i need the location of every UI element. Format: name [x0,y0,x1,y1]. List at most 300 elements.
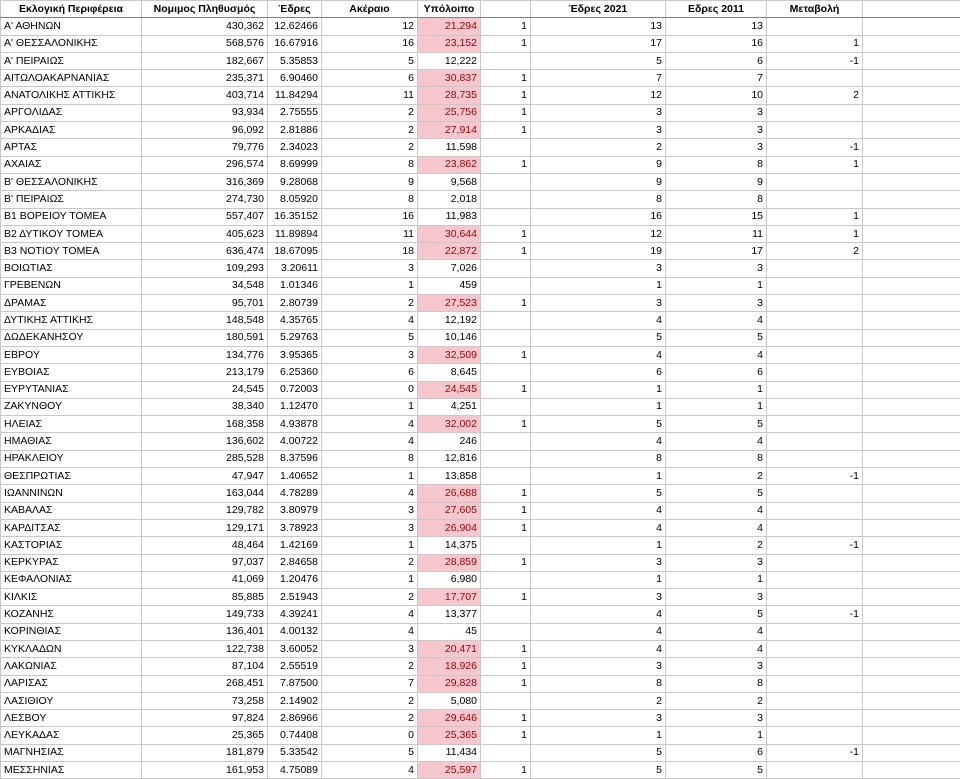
blank-cell[interactable] [863,364,960,381]
blank-cell[interactable] [863,398,960,415]
integer-cell[interactable]: 5 [322,329,418,346]
seats-cell[interactable]: 6.90460 [268,70,322,87]
seats-2021-cell[interactable]: 4 [531,312,666,329]
region-cell[interactable]: ΚΥΚΛΑΔΩΝ [1,640,142,657]
seats-2011-cell[interactable]: 8 [666,450,767,467]
remainder-cell[interactable]: 22,872 [418,243,481,260]
blank-cell[interactable] [863,208,960,225]
seats-2011-cell[interactable]: 10 [666,87,767,104]
extra-seat-cell[interactable]: 1 [481,295,531,312]
seats-2011-cell[interactable]: 3 [666,104,767,121]
extra-seat-cell[interactable]: 1 [481,658,531,675]
blank-cell[interactable] [863,381,960,398]
region-cell[interactable]: ΜΕΣΣΗΝΙΑΣ [1,762,142,779]
remainder-cell[interactable]: 6,980 [418,571,481,588]
blank-cell[interactable] [863,295,960,312]
seats-2011-cell[interactable]: 4 [666,502,767,519]
change-cell[interactable] [767,70,863,87]
population-cell[interactable]: 129,171 [142,519,268,536]
remainder-cell[interactable]: 17,707 [418,589,481,606]
seats-cell[interactable]: 4.00132 [268,623,322,640]
seats-cell[interactable]: 3.60052 [268,640,322,657]
extra-seat-cell[interactable] [481,260,531,277]
remainder-cell[interactable]: 5,080 [418,692,481,709]
extra-seat-cell[interactable] [481,744,531,761]
change-cell[interactable] [767,450,863,467]
region-cell[interactable]: ΚΙΛΚΙΣ [1,589,142,606]
integer-cell[interactable]: 4 [322,416,418,433]
change-cell[interactable]: 1 [767,156,863,173]
remainder-cell[interactable]: 29,828 [418,675,481,692]
remainder-cell[interactable]: 25,597 [418,762,481,779]
remainder-cell[interactable]: 7,026 [418,260,481,277]
seats-cell[interactable]: 2.14902 [268,692,322,709]
integer-cell[interactable]: 4 [322,312,418,329]
seats-2011-cell[interactable]: 6 [666,52,767,69]
extra-seat-cell[interactable] [481,173,531,190]
region-cell[interactable]: ΑΧΑΙΑΣ [1,156,142,173]
extra-seat-cell[interactable]: 1 [481,710,531,727]
integer-cell[interactable]: 3 [322,640,418,657]
seats-2011-cell[interactable]: 9 [666,173,767,190]
seats-2021-cell[interactable]: 4 [531,623,666,640]
seats-cell[interactable]: 5.33542 [268,744,322,761]
integer-cell[interactable]: 16 [322,35,418,52]
change-cell[interactable]: -1 [767,468,863,485]
seats-2021-cell[interactable]: 1 [531,468,666,485]
seats-2021-cell[interactable]: 5 [531,416,666,433]
seats-2011-cell[interactable]: 5 [666,762,767,779]
region-cell[interactable]: Β3 ΝΟΤΙΟΥ ΤΟΜΕΑ [1,243,142,260]
change-cell[interactable]: 1 [767,225,863,242]
seats-cell[interactable]: 16.67916 [268,35,322,52]
seats-2011-cell[interactable]: 1 [666,571,767,588]
change-cell[interactable]: -1 [767,52,863,69]
seats-2011-cell[interactable]: 2 [666,537,767,554]
header-region[interactable]: Εκλογική Περιφέρεια [1,1,142,18]
region-cell[interactable]: ΔΩΔΕΚΑΝΗΣΟΥ [1,329,142,346]
remainder-cell[interactable]: 24,545 [418,381,481,398]
region-cell[interactable]: ΛΕΥΚΑΔΑΣ [1,727,142,744]
change-cell[interactable] [767,329,863,346]
integer-cell[interactable]: 2 [322,104,418,121]
seats-cell[interactable]: 1.12470 [268,398,322,415]
blank-cell[interactable] [863,502,960,519]
seats-2021-cell[interactable]: 4 [531,433,666,450]
population-cell[interactable]: 180,591 [142,329,268,346]
population-cell[interactable]: 41,069 [142,571,268,588]
region-cell[interactable]: Β1 ΒΟΡΕΙΟΥ ΤΟΜΕΑ [1,208,142,225]
blank-cell[interactable] [863,675,960,692]
seats-cell[interactable]: 4.93878 [268,416,322,433]
extra-seat-cell[interactable]: 1 [481,762,531,779]
change-cell[interactable] [767,485,863,502]
remainder-cell[interactable]: 11,983 [418,208,481,225]
seats-cell[interactable]: 3.80979 [268,502,322,519]
population-cell[interactable]: 235,371 [142,70,268,87]
seats-2021-cell[interactable]: 4 [531,519,666,536]
seats-2011-cell[interactable]: 8 [666,156,767,173]
seats-2011-cell[interactable]: 6 [666,364,767,381]
integer-cell[interactable]: 5 [322,744,418,761]
seats-2011-cell[interactable]: 17 [666,243,767,260]
remainder-cell[interactable]: 11,434 [418,744,481,761]
integer-cell[interactable]: 11 [322,225,418,242]
integer-cell[interactable]: 8 [322,191,418,208]
change-cell[interactable]: 2 [767,243,863,260]
extra-seat-cell[interactable] [481,191,531,208]
seats-2021-cell[interactable]: 13 [531,18,666,35]
remainder-cell[interactable]: 25,365 [418,727,481,744]
integer-cell[interactable]: 2 [322,295,418,312]
seats-2021-cell[interactable]: 1 [531,277,666,294]
remainder-cell[interactable]: 12,222 [418,52,481,69]
seats-2011-cell[interactable]: 3 [666,260,767,277]
seats-2021-cell[interactable]: 5 [531,744,666,761]
remainder-cell[interactable]: 27,914 [418,122,481,139]
population-cell[interactable]: 296,574 [142,156,268,173]
header-seats[interactable]: Έδρες [268,1,322,18]
seats-cell[interactable]: 9.28068 [268,173,322,190]
seats-cell[interactable]: 4.39241 [268,606,322,623]
seats-2021-cell[interactable]: 6 [531,364,666,381]
extra-seat-cell[interactable] [481,692,531,709]
remainder-cell[interactable]: 4,251 [418,398,481,415]
extra-seat-cell[interactable] [481,208,531,225]
blank-cell[interactable] [863,485,960,502]
extra-seat-cell[interactable] [481,52,531,69]
change-cell[interactable] [767,277,863,294]
seats-2021-cell[interactable]: 8 [531,675,666,692]
seats-cell[interactable]: 2.84658 [268,554,322,571]
integer-cell[interactable]: 3 [322,519,418,536]
integer-cell[interactable]: 8 [322,450,418,467]
region-cell[interactable]: ΛΕΣΒΟΥ [1,710,142,727]
seats-cell[interactable]: 0.74408 [268,727,322,744]
blank-cell[interactable] [863,727,960,744]
blank-cell[interactable] [863,606,960,623]
header-remainder[interactable]: Υπόλοιπο [418,1,481,18]
population-cell[interactable]: 109,293 [142,260,268,277]
seats-cell[interactable]: 4.00722 [268,433,322,450]
region-cell[interactable]: ΑΡΚΑΔΙΑΣ [1,122,142,139]
region-cell[interactable]: ΚΑΡΔΙΤΣΑΣ [1,519,142,536]
blank-cell[interactable] [863,744,960,761]
change-cell[interactable]: -1 [767,537,863,554]
change-cell[interactable] [767,122,863,139]
population-cell[interactable]: 274,730 [142,191,268,208]
population-cell[interactable]: 97,037 [142,554,268,571]
change-cell[interactable] [767,312,863,329]
blank-cell[interactable] [863,191,960,208]
extra-seat-cell[interactable]: 1 [481,156,531,173]
region-cell[interactable]: ΚΟΡΙΝΘΙΑΣ [1,623,142,640]
population-cell[interactable]: 182,667 [142,52,268,69]
change-cell[interactable] [767,710,863,727]
remainder-cell[interactable]: 25,756 [418,104,481,121]
change-cell[interactable]: -1 [767,744,863,761]
integer-cell[interactable]: 12 [322,18,418,35]
population-cell[interactable]: 96,092 [142,122,268,139]
integer-cell[interactable]: 5 [322,52,418,69]
integer-cell[interactable]: 1 [322,398,418,415]
seats-2011-cell[interactable]: 4 [666,346,767,363]
seats-cell[interactable]: 2.80739 [268,295,322,312]
change-cell[interactable] [767,346,863,363]
seats-2011-cell[interactable]: 3 [666,122,767,139]
remainder-cell[interactable]: 2,018 [418,191,481,208]
header-population[interactable]: Νομιμος Πληθυσμός [142,1,268,18]
blank-cell[interactable] [863,312,960,329]
remainder-cell[interactable]: 45 [418,623,481,640]
change-cell[interactable] [767,554,863,571]
region-cell[interactable]: ΚΑΣΤΟΡΙΑΣ [1,537,142,554]
region-cell[interactable]: ΛΑΚΩΝΙΑΣ [1,658,142,675]
seats-cell[interactable]: 1.20476 [268,571,322,588]
seats-2021-cell[interactable]: 1 [531,381,666,398]
region-cell[interactable]: ΔΥΤΙΚΗΣ ΑΤΤΙΚΗΣ [1,312,142,329]
seats-cell[interactable]: 2.75555 [268,104,322,121]
remainder-cell[interactable]: 30,644 [418,225,481,242]
population-cell[interactable]: 636,474 [142,243,268,260]
population-cell[interactable]: 93,934 [142,104,268,121]
integer-cell[interactable]: 3 [322,502,418,519]
remainder-cell[interactable]: 27,605 [418,502,481,519]
integer-cell[interactable]: 3 [322,260,418,277]
remainder-cell[interactable]: 12,192 [418,312,481,329]
seats-2021-cell[interactable]: 4 [531,346,666,363]
population-cell[interactable]: 181,879 [142,744,268,761]
change-cell[interactable] [767,589,863,606]
seats-2011-cell[interactable]: 6 [666,744,767,761]
seats-2011-cell[interactable]: 5 [666,485,767,502]
change-cell[interactable] [767,658,863,675]
extra-seat-cell[interactable] [481,450,531,467]
blank-cell[interactable] [863,329,960,346]
region-cell[interactable]: ΗΜΑΘΙΑΣ [1,433,142,450]
blank-cell[interactable] [863,623,960,640]
seats-2011-cell[interactable]: 11 [666,225,767,242]
seats-2011-cell[interactable]: 2 [666,692,767,709]
population-cell[interactable]: 97,824 [142,710,268,727]
blank-cell[interactable] [863,692,960,709]
seats-2011-cell[interactable]: 3 [666,554,767,571]
integer-cell[interactable]: 1 [322,468,418,485]
region-cell[interactable]: ΒΟΙΩΤΙΑΣ [1,260,142,277]
extra-seat-cell[interactable]: 1 [481,104,531,121]
population-cell[interactable]: 122,738 [142,640,268,657]
seats-2011-cell[interactable]: 4 [666,519,767,536]
seats-2011-cell[interactable]: 1 [666,727,767,744]
population-cell[interactable]: 268,451 [142,675,268,692]
population-cell[interactable]: 213,179 [142,364,268,381]
region-cell[interactable]: ΚΑΒΑΛΑΣ [1,502,142,519]
blank-cell[interactable] [863,450,960,467]
change-cell[interactable] [767,640,863,657]
blank-cell[interactable] [863,433,960,450]
extra-seat-cell[interactable] [481,468,531,485]
population-cell[interactable]: 47,947 [142,468,268,485]
remainder-cell[interactable]: 27,523 [418,295,481,312]
remainder-cell[interactable]: 23,152 [418,35,481,52]
region-cell[interactable]: ΑΡΓΟΛΙΔΑΣ [1,104,142,121]
region-cell[interactable]: ΑΝΑΤΟΛΙΚΗΣ ΑΤΤΙΚΗΣ [1,87,142,104]
seats-2021-cell[interactable]: 4 [531,606,666,623]
blank-cell[interactable] [863,416,960,433]
seats-2011-cell[interactable]: 1 [666,381,767,398]
seats-2021-cell[interactable]: 16 [531,208,666,225]
seats-cell[interactable]: 8.05920 [268,191,322,208]
blank-cell[interactable] [863,710,960,727]
extra-seat-cell[interactable]: 1 [481,554,531,571]
seats-2021-cell[interactable]: 8 [531,450,666,467]
blank-cell[interactable] [863,70,960,87]
seats-2021-cell[interactable]: 2 [531,692,666,709]
population-cell[interactable]: 95,701 [142,295,268,312]
blank-cell[interactable] [863,537,960,554]
extra-seat-cell[interactable]: 1 [481,122,531,139]
seats-2021-cell[interactable]: 5 [531,329,666,346]
region-cell[interactable]: ΕΥΡΥΤΑΝΙΑΣ [1,381,142,398]
extra-seat-cell[interactable]: 1 [481,519,531,536]
integer-cell[interactable]: 4 [322,762,418,779]
seats-2011-cell[interactable]: 3 [666,710,767,727]
remainder-cell[interactable]: 21,294 [418,18,481,35]
integer-cell[interactable]: 4 [322,623,418,640]
blank-cell[interactable] [863,156,960,173]
integer-cell[interactable]: 4 [322,433,418,450]
header-integer[interactable]: Ακέραιο [322,1,418,18]
integer-cell[interactable]: 9 [322,173,418,190]
blank-cell[interactable] [863,52,960,69]
header-seats-2011[interactable]: Εδρες 2011 [666,1,767,18]
seats-cell[interactable]: 4.75089 [268,762,322,779]
extra-seat-cell[interactable]: 1 [481,243,531,260]
seats-2021-cell[interactable]: 3 [531,554,666,571]
seats-2021-cell[interactable]: 4 [531,640,666,657]
blank-cell[interactable] [863,18,960,35]
remainder-cell[interactable]: 29,646 [418,710,481,727]
remainder-cell[interactable]: 13,377 [418,606,481,623]
region-cell[interactable]: ΓΡΕΒΕΝΩΝ [1,277,142,294]
blank-cell[interactable] [863,173,960,190]
extra-seat-cell[interactable] [481,312,531,329]
seats-cell[interactable]: 12.62466 [268,18,322,35]
region-cell[interactable]: ΖΑΚΥΝΘΟΥ [1,398,142,415]
extra-seat-cell[interactable] [481,433,531,450]
seats-cell[interactable]: 0.72003 [268,381,322,398]
change-cell[interactable] [767,692,863,709]
region-cell[interactable]: ΘΕΣΠΡΩΤΙΑΣ [1,468,142,485]
population-cell[interactable]: 168,358 [142,416,268,433]
remainder-cell[interactable]: 32,509 [418,346,481,363]
seats-2011-cell[interactable]: 4 [666,312,767,329]
seats-cell[interactable]: 7.87500 [268,675,322,692]
extra-seat-cell[interactable]: 1 [481,70,531,87]
extra-seat-cell[interactable]: 1 [481,18,531,35]
blank-cell[interactable] [863,243,960,260]
seats-2011-cell[interactable]: 8 [666,191,767,208]
integer-cell[interactable]: 2 [322,710,418,727]
change-cell[interactable] [767,18,863,35]
seats-cell[interactable]: 6.25360 [268,364,322,381]
population-cell[interactable]: 136,602 [142,433,268,450]
seats-2011-cell[interactable]: 1 [666,398,767,415]
seats-2021-cell[interactable]: 3 [531,122,666,139]
extra-seat-cell[interactable] [481,364,531,381]
population-cell[interactable]: 149,733 [142,606,268,623]
region-cell[interactable]: ΜΑΓΝΗΣΙΑΣ [1,744,142,761]
seats-cell[interactable]: 8.37596 [268,450,322,467]
change-cell[interactable] [767,416,863,433]
seats-2011-cell[interactable]: 5 [666,416,767,433]
extra-seat-cell[interactable]: 1 [481,416,531,433]
population-cell[interactable]: 316,369 [142,173,268,190]
region-cell[interactable]: ΕΥΒΟΙΑΣ [1,364,142,381]
change-cell[interactable] [767,502,863,519]
blank-cell[interactable] [863,658,960,675]
blank-cell[interactable] [863,589,960,606]
integer-cell[interactable]: 2 [322,692,418,709]
remainder-cell[interactable]: 32,002 [418,416,481,433]
extra-seat-cell[interactable]: 1 [481,225,531,242]
seats-cell[interactable]: 1.40652 [268,468,322,485]
remainder-cell[interactable]: 12,816 [418,450,481,467]
change-cell[interactable]: 1 [767,35,863,52]
extra-seat-cell[interactable]: 1 [481,381,531,398]
remainder-cell[interactable]: 9,568 [418,173,481,190]
region-cell[interactable]: Α' ΠΕΙΡΑΙΩΣ [1,52,142,69]
seats-cell[interactable]: 18.67095 [268,243,322,260]
blank-cell[interactable] [863,571,960,588]
blank-cell[interactable] [863,519,960,536]
integer-cell[interactable]: 0 [322,727,418,744]
remainder-cell[interactable]: 13,858 [418,468,481,485]
integer-cell[interactable]: 1 [322,537,418,554]
remainder-cell[interactable]: 20,471 [418,640,481,657]
integer-cell[interactable]: 1 [322,571,418,588]
seats-2021-cell[interactable]: 1 [531,537,666,554]
blank-cell[interactable] [863,87,960,104]
population-cell[interactable]: 87,104 [142,658,268,675]
integer-cell[interactable]: 11 [322,87,418,104]
header-blank[interactable] [863,1,960,18]
integer-cell[interactable]: 2 [322,658,418,675]
region-cell[interactable]: ΕΒΡΟΥ [1,346,142,363]
blank-cell[interactable] [863,554,960,571]
seats-2021-cell[interactable]: 3 [531,104,666,121]
population-cell[interactable]: 161,953 [142,762,268,779]
region-cell[interactable]: ΔΡΑΜΑΣ [1,295,142,312]
integer-cell[interactable]: 2 [322,139,418,156]
population-cell[interactable]: 430,362 [142,18,268,35]
seats-2021-cell[interactable]: 12 [531,87,666,104]
seats-2021-cell[interactable]: 1 [531,727,666,744]
change-cell[interactable]: -1 [767,139,863,156]
seats-2011-cell[interactable]: 3 [666,295,767,312]
seats-2021-cell[interactable]: 5 [531,762,666,779]
seats-cell[interactable]: 2.55519 [268,658,322,675]
seats-2021-cell[interactable]: 3 [531,658,666,675]
integer-cell[interactable]: 0 [322,381,418,398]
change-cell[interactable] [767,260,863,277]
header-seats-2021[interactable]: Έδρες 2021 [531,1,666,18]
population-cell[interactable]: 163,044 [142,485,268,502]
change-cell[interactable] [767,675,863,692]
change-cell[interactable] [767,364,863,381]
seats-cell[interactable]: 2.81886 [268,122,322,139]
population-cell[interactable]: 129,782 [142,502,268,519]
